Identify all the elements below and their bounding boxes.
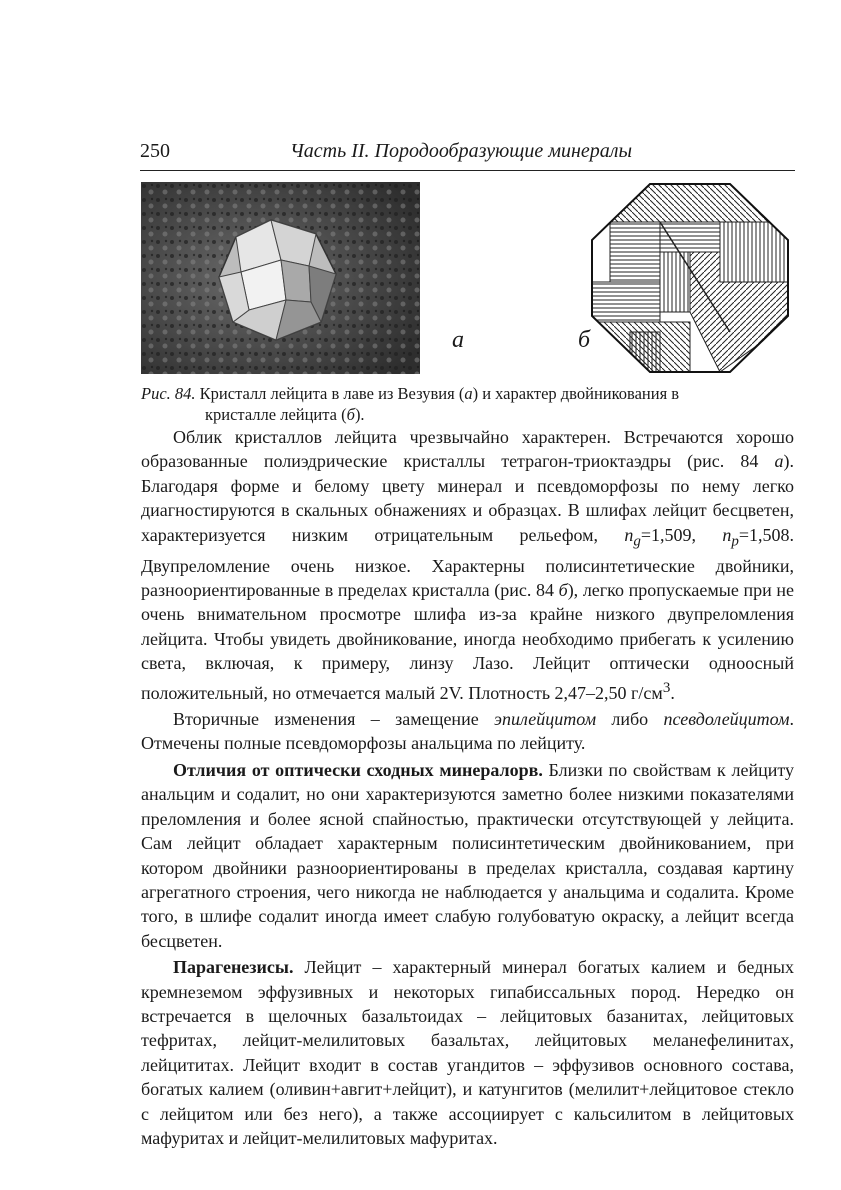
caption-line-2 bbox=[141, 404, 796, 425]
index-subscript: g bbox=[633, 533, 641, 550]
term-pseudoleucite: псевдолейцитом bbox=[663, 709, 790, 730]
text-run: ). Благодаря форме и белому цвету минерал и псевдоморфозы по нему легко диагностируются в скальных обнажениях и образцах. В шлифах лейцит бесцветен, характеризуется низким отрицательным рельефом, bbox=[141, 451, 794, 545]
text-run: либо bbox=[596, 709, 664, 730]
page-number: 250 bbox=[140, 140, 170, 162]
index-subscript: p bbox=[731, 533, 739, 550]
text-run: =1,508. Двупреломление очень низкое. Характерны полисинтетические двойники, разноориентированные в пределах кристалла (рис. 84 bbox=[141, 524, 794, 601]
text-run: Вторичные изменения – замещение bbox=[173, 709, 495, 730]
caption-text: ) и характер двойникования в bbox=[472, 384, 680, 403]
figure-ref: б bbox=[558, 580, 568, 601]
superscript: 3 bbox=[662, 679, 671, 696]
paragraph-distinctions bbox=[141, 758, 794, 953]
caption-ref-a: а bbox=[464, 384, 473, 403]
section-heading: Отличия от оптически сходных минералорв. bbox=[173, 759, 543, 780]
figure-caption bbox=[141, 383, 796, 425]
text-run: Лейцит – характерный минерал богатых калием и бедных кремнеземом эффузивных и некоторых гипабиссальных пород. Нередко он встречается в щелочных базальтоидах – лейцитовых базанитах, лейцитовых тефритах, лейцит-мелилитовых базальтах, лейцитовых меланефелинитах, лейцититах. Лейцит входит в состав угандитов – эффузивов основного состава, богатых калием (оливин+авгит+лейцит), и катунгитов (мелилит+лейцитовое стекло с лейцитом или без него), а также ассоциирует с кальсилитом в лейцитовых мафуритах и лейцит-мелилитовых мафуритах. bbox=[141, 957, 794, 1148]
caption-text: Кристалл лейцита в лаве из Везувия ( bbox=[195, 384, 465, 403]
text-run: . Отмечены полные псевдоморфозы анальцима по лейциту. bbox=[141, 709, 794, 754]
figure-label-b: б bbox=[578, 327, 591, 353]
section-heading: Парагенезисы. bbox=[173, 957, 294, 978]
term-epileucite: эпилейцитом bbox=[494, 709, 597, 730]
caption-text: кристалле лейцита ( bbox=[205, 405, 347, 424]
twinning-diagram bbox=[590, 182, 790, 374]
paragraph-alteration bbox=[141, 707, 794, 756]
text-run: ), легко пропускаемые при не очень внимательном просмотре шлифа из-за крайне низкого двупреломления лейцита. Чтобы увидеть двойникование, иногда необходимо прибегать к усилению света, включая, к примеру, линзу Лазо. Лейцит оптически одноосный положительный, но отмечается малый 2V. Плотность 2,47–2,50 г/см bbox=[141, 580, 795, 703]
figure-label-a: а bbox=[452, 327, 464, 353]
body-text bbox=[141, 425, 794, 1150]
figure-ref: а bbox=[774, 451, 784, 472]
paragraph-parageneses bbox=[141, 955, 794, 1150]
text-run: =1,509, bbox=[640, 524, 723, 545]
index-symbol: n bbox=[624, 524, 634, 545]
text-run: . bbox=[670, 682, 675, 703]
page-header bbox=[140, 138, 795, 171]
text-run: Облик кристаллов лейцита чрезвычайно характерен. Встречаются хорошо образованные полиэдрические кристаллы тетрагон-триоктаэдры (рис. 84 bbox=[141, 427, 794, 472]
running-title: Часть II. Породообразующие минералы bbox=[290, 140, 633, 162]
paragraph-habit bbox=[141, 425, 794, 705]
caption-ref-b: б bbox=[346, 405, 355, 424]
text-run: Близки по свойствам к лейциту анальцим и содалит, но они характеризуются заметно более низкими показателями преломления и более ясной спайностью, практически отсутствующей у лейцита. Сам лейцит обладает характерным полисинтетическим двойникованием, при котором двойники разноориентированы в пределах кристалла, создавая картину агрегатного строения, чего никогда не наблюдается у анальцима и содалита. Кроме того, в шлифе содалит иногда имеет слабую голубоватую окраску, а лейцит всегда бесцветен. bbox=[141, 759, 794, 951]
caption-label: Рис. 84. bbox=[141, 384, 196, 403]
leucite-crystal-photo bbox=[141, 182, 420, 374]
crystal-shape bbox=[219, 220, 336, 340]
index-symbol: n bbox=[722, 524, 732, 545]
caption-text: ). bbox=[354, 405, 365, 424]
